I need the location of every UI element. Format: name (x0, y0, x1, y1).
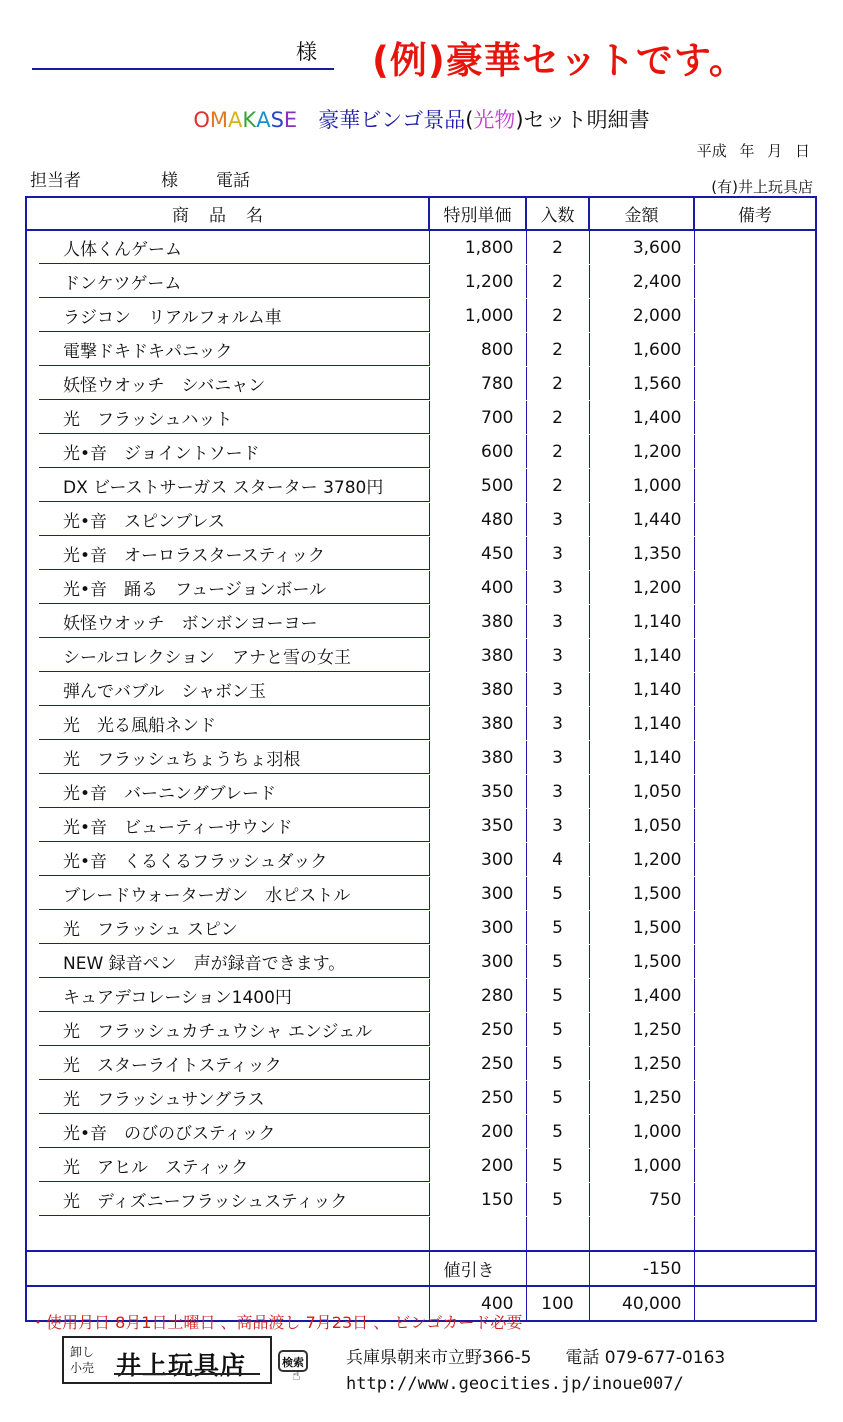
product-name: 電撃ドキドキパニック (39, 333, 429, 366)
total-amount: 40,000 (589, 1286, 694, 1321)
remarks-cell (694, 1047, 816, 1081)
staff-line (30, 166, 250, 191)
staff-honorific: 様 (161, 171, 178, 191)
remarks-cell (694, 435, 816, 469)
amount-cell: 2,000 (589, 299, 694, 333)
remarks-cell (694, 1149, 816, 1183)
blank-row (26, 1217, 816, 1252)
amount-cell: 1,200 (589, 843, 694, 877)
product-cell (26, 299, 429, 333)
quantity-cell: 5 (526, 1115, 589, 1149)
table-row (26, 775, 816, 809)
table-row (26, 639, 816, 673)
quantity-cell: 3 (526, 537, 589, 571)
remarks-cell (694, 605, 816, 639)
discount-row (26, 1251, 816, 1286)
remarks-cell (694, 741, 816, 775)
product-cell (26, 775, 429, 809)
product-name: 光•音 オーロラスタースティック (39, 537, 429, 570)
amount-cell: 1,250 (589, 1047, 694, 1081)
price-cell: 200 (429, 1115, 526, 1149)
product-name: 光 フラッシュ スピン (39, 911, 429, 944)
quantity-cell: 3 (526, 503, 589, 537)
quantity-cell: 3 (526, 673, 589, 707)
header-amount: 金額 (589, 197, 694, 230)
product-cell (26, 843, 429, 877)
product-cell (26, 673, 429, 707)
product-cell (26, 503, 429, 537)
remarks-cell (694, 673, 816, 707)
product-name: ブレードウォーターガン 水ピストル (39, 877, 429, 910)
price-cell: 380 (429, 741, 526, 775)
product-name: 光 ディズニーフラッシュスティック (39, 1183, 429, 1216)
amount-cell: 1,000 (589, 1149, 694, 1183)
amount-cell: 1,250 (589, 1081, 694, 1115)
shop-url[interactable]: http://www.geocities.jp/inoue007/ (346, 1374, 684, 1394)
title-part: M (209, 108, 229, 132)
product-cell (26, 979, 429, 1013)
product-name: 光 スターライトスティック (39, 1047, 429, 1080)
table-row (26, 809, 816, 843)
remarks-cell (694, 843, 816, 877)
remarks-cell (694, 299, 816, 333)
table-row (26, 1013, 816, 1047)
hand-cursor-icon: ☝ (292, 1368, 301, 1384)
discount-label: 値引き (429, 1251, 526, 1286)
amount-cell: 1,140 (589, 741, 694, 775)
date-line: 平成 年 月 日 (696, 142, 810, 160)
logo-underline (114, 1373, 260, 1375)
table-row (26, 333, 816, 367)
price-cell: 250 (429, 1081, 526, 1115)
quantity-cell: 3 (526, 605, 589, 639)
title-part: 光物 (473, 108, 516, 132)
product-name: NEW 録音ペン 声が録音できます。 (39, 945, 429, 978)
table-row (26, 673, 816, 707)
price-cell: 300 (429, 843, 526, 877)
quantity-cell: 2 (526, 333, 589, 367)
price-cell: 450 (429, 537, 526, 571)
amount-cell: 1,200 (589, 435, 694, 469)
remarks-cell (694, 639, 816, 673)
product-cell (26, 571, 429, 605)
discount-amount: -150 (589, 1251, 694, 1286)
header-quantity: 入数 (526, 197, 589, 230)
table-header-row (26, 197, 816, 230)
title-part: A (256, 108, 271, 132)
header-product-name: 商品名 (26, 197, 429, 230)
phone-label: 電話 (216, 171, 250, 191)
product-name: 光•音 バーニングブレード (39, 775, 429, 808)
price-cell: 1,000 (429, 299, 526, 333)
product-cell (26, 945, 429, 979)
document-title (0, 104, 843, 134)
quantity-cell: 5 (526, 1183, 589, 1217)
amount-cell: 1,500 (589, 877, 694, 911)
table-row (26, 469, 816, 503)
table-row (26, 1183, 816, 1217)
quantity-cell: 2 (526, 265, 589, 299)
shop-address: 兵庫県朝来市立野366-5 電話 079-677-0163 (346, 1348, 726, 1368)
amount-cell: 1,400 (589, 979, 694, 1013)
product-name: 光 光る風船ネンド (39, 707, 429, 740)
title-part: O (193, 108, 210, 132)
product-name: 光•音 くるくるフラッシュダック (39, 843, 429, 876)
product-cell (26, 707, 429, 741)
search-button[interactable]: 検索 (278, 1350, 308, 1372)
product-cell (26, 1047, 429, 1081)
quantity-cell: 2 (526, 230, 589, 265)
product-name: ドンケツゲーム (39, 265, 429, 298)
title-part: )セット明細書 (515, 108, 650, 132)
quantity-cell: 2 (526, 401, 589, 435)
remarks-cell (694, 469, 816, 503)
amount-cell: 1,500 (589, 945, 694, 979)
remarks-cell (694, 1013, 816, 1047)
remarks-cell (694, 707, 816, 741)
quantity-cell: 5 (526, 1013, 589, 1047)
amount-cell: 2,400 (589, 265, 694, 299)
quantity-cell: 5 (526, 911, 589, 945)
table-row (26, 299, 816, 333)
title-part: 豪華ビンゴ景品 (297, 108, 466, 132)
title-part: ( (465, 108, 474, 132)
quantity-cell: 2 (526, 435, 589, 469)
amount-cell: 1,140 (589, 639, 694, 673)
product-cell (26, 1115, 429, 1149)
price-cell: 380 (429, 673, 526, 707)
table-row (26, 1081, 816, 1115)
logo-shop-name: 井上玩具店 (116, 1351, 247, 1380)
quantity-cell: 5 (526, 945, 589, 979)
quantity-cell: 5 (526, 877, 589, 911)
staff-label: 担当者 (30, 171, 81, 191)
quantity-cell: 5 (526, 1081, 589, 1115)
product-name: 光•音 スピンブレス (39, 503, 429, 536)
price-cell: 280 (429, 979, 526, 1013)
logo-wholesale-retail: 卸し 小売 (70, 1345, 95, 1375)
product-cell (26, 1183, 429, 1217)
remarks-cell (694, 809, 816, 843)
product-cell (26, 469, 429, 503)
product-name: 光 フラッシュカチュウシャ エンジェル (39, 1013, 429, 1046)
total-quantity: 100 (526, 1286, 589, 1321)
product-name: 光 フラッシュハット (39, 401, 429, 434)
amount-cell: 3,600 (589, 230, 694, 265)
title-part: S (270, 108, 284, 132)
table-row (26, 979, 816, 1013)
table-row (26, 1149, 816, 1183)
usage-notice: ・使用月日 8月1日土曜日 、商品渡し 7月23日 、 ビンゴカード必要 (30, 1313, 523, 1332)
quantity-cell: 3 (526, 571, 589, 605)
price-cell: 200 (429, 1149, 526, 1183)
product-cell (26, 911, 429, 945)
remarks-cell (694, 333, 816, 367)
example-banner: (例)豪華セットです。 (372, 39, 747, 82)
table-row (26, 537, 816, 571)
product-name: 光•音 ジョイントソード (39, 435, 429, 468)
amount-cell: 1,250 (589, 1013, 694, 1047)
product-name: 妖怪ウオッチ シバニャン (39, 367, 429, 400)
product-name: DX ビーストサーガス スターター 3780円 (39, 469, 429, 502)
price-cell: 600 (429, 435, 526, 469)
amount-cell: 1,200 (589, 571, 694, 605)
title-part: K (242, 108, 257, 132)
price-cell: 300 (429, 877, 526, 911)
table-row (26, 265, 816, 299)
product-name: 光•音 のびのびスティック (39, 1115, 429, 1148)
remarks-cell (694, 401, 816, 435)
product-cell (26, 639, 429, 673)
product-cell (26, 809, 429, 843)
quantity-cell: 5 (526, 1047, 589, 1081)
product-name: 光 アヒル スティック (39, 1149, 429, 1182)
shop-name: (有)井上玩具店 (711, 178, 813, 196)
product-name: シールコレクション アナと雪の女王 (39, 639, 429, 672)
quantity-cell: 2 (526, 367, 589, 401)
amount-cell: 750 (589, 1183, 694, 1217)
table-row (26, 877, 816, 911)
remarks-cell (694, 877, 816, 911)
remarks-cell (694, 265, 816, 299)
price-cell: 1,800 (429, 230, 526, 265)
addressee-line (32, 68, 334, 70)
remarks-cell (694, 775, 816, 809)
amount-cell: 1,600 (589, 333, 694, 367)
table-row (26, 503, 816, 537)
price-cell: 300 (429, 911, 526, 945)
table-row (26, 435, 816, 469)
amount-cell: 1,000 (589, 1115, 694, 1149)
remarks-cell (694, 503, 816, 537)
amount-cell: 1,050 (589, 809, 694, 843)
remarks-cell (694, 230, 816, 265)
table-row (26, 741, 816, 775)
total-price: 400 (429, 1286, 526, 1321)
amount-cell: 1,140 (589, 605, 694, 639)
product-cell (26, 605, 429, 639)
product-cell (26, 1081, 429, 1115)
table-row (26, 605, 816, 639)
product-cell (26, 367, 429, 401)
header-special-price: 特別単価 (429, 197, 526, 230)
product-name: 弾んでバブル シャボン玉 (39, 673, 429, 706)
remarks-cell (694, 1081, 816, 1115)
amount-cell: 1,140 (589, 707, 694, 741)
quantity-cell: 3 (526, 775, 589, 809)
table-row (26, 911, 816, 945)
amount-cell: 1,440 (589, 503, 694, 537)
price-cell: 380 (429, 707, 526, 741)
remarks-cell (694, 911, 816, 945)
remarks-cell (694, 537, 816, 571)
product-cell (26, 435, 429, 469)
title-part: A (228, 108, 243, 132)
product-cell (26, 230, 429, 265)
table-row (26, 843, 816, 877)
amount-cell: 1,400 (589, 401, 694, 435)
price-cell: 800 (429, 333, 526, 367)
product-name: ラジコン リアルフォルム車 (39, 299, 429, 332)
table-row (26, 1115, 816, 1149)
remarks-cell (694, 945, 816, 979)
price-cell: 380 (429, 639, 526, 673)
amount-cell: 1,560 (589, 367, 694, 401)
table-row (26, 367, 816, 401)
product-name: 人体くんゲーム (39, 231, 429, 264)
price-cell: 380 (429, 605, 526, 639)
product-name: 光•音 ビューティーサウンド (39, 809, 429, 842)
price-cell: 350 (429, 809, 526, 843)
table-row (26, 1047, 816, 1081)
product-cell (26, 877, 429, 911)
price-cell: 400 (429, 571, 526, 605)
price-cell: 300 (429, 945, 526, 979)
quantity-cell: 2 (526, 469, 589, 503)
product-name: キュアデコレーション1400円 (39, 979, 429, 1012)
table-row (26, 401, 816, 435)
remarks-cell (694, 979, 816, 1013)
header-remarks: 備考 (694, 197, 816, 230)
amount-cell: 1,000 (589, 469, 694, 503)
shop-logo (62, 1336, 272, 1384)
addressee-honorific: 様 (296, 40, 317, 64)
product-cell (26, 1149, 429, 1183)
amount-cell: 1,140 (589, 673, 694, 707)
price-cell: 150 (429, 1183, 526, 1217)
remarks-cell (694, 367, 816, 401)
quantity-cell: 5 (526, 979, 589, 1013)
product-name: 妖怪ウオッチ ボンボンヨーヨー (39, 605, 429, 638)
product-name: 光 フラッシュサングラス (39, 1081, 429, 1114)
price-cell: 700 (429, 401, 526, 435)
price-cell: 350 (429, 775, 526, 809)
price-cell: 250 (429, 1013, 526, 1047)
product-cell (26, 401, 429, 435)
amount-cell: 1,350 (589, 537, 694, 571)
table-row (26, 945, 816, 979)
product-name: 光•音 踊る フュージョンボール (39, 571, 429, 604)
quantity-cell: 3 (526, 639, 589, 673)
product-name: 光 フラッシュちょうちょ羽根 (39, 741, 429, 774)
remarks-cell (694, 571, 816, 605)
price-cell: 480 (429, 503, 526, 537)
product-cell (26, 333, 429, 367)
product-cell (26, 537, 429, 571)
price-cell: 250 (429, 1047, 526, 1081)
table-row (26, 571, 816, 605)
quantity-cell: 2 (526, 299, 589, 333)
remarks-cell (694, 1183, 816, 1217)
quantity-cell: 3 (526, 809, 589, 843)
title-part: E (283, 108, 298, 132)
quantity-cell: 5 (526, 1149, 589, 1183)
quantity-cell: 4 (526, 843, 589, 877)
remarks-cell (694, 1115, 816, 1149)
product-cell (26, 265, 429, 299)
table-row (26, 707, 816, 741)
prize-table (25, 196, 815, 1322)
table-row (26, 230, 816, 265)
price-cell: 1,200 (429, 265, 526, 299)
amount-cell: 1,500 (589, 911, 694, 945)
quantity-cell: 3 (526, 707, 589, 741)
quantity-cell: 3 (526, 741, 589, 775)
price-cell: 500 (429, 469, 526, 503)
product-cell (26, 741, 429, 775)
price-cell: 780 (429, 367, 526, 401)
amount-cell: 1,050 (589, 775, 694, 809)
product-cell (26, 1013, 429, 1047)
